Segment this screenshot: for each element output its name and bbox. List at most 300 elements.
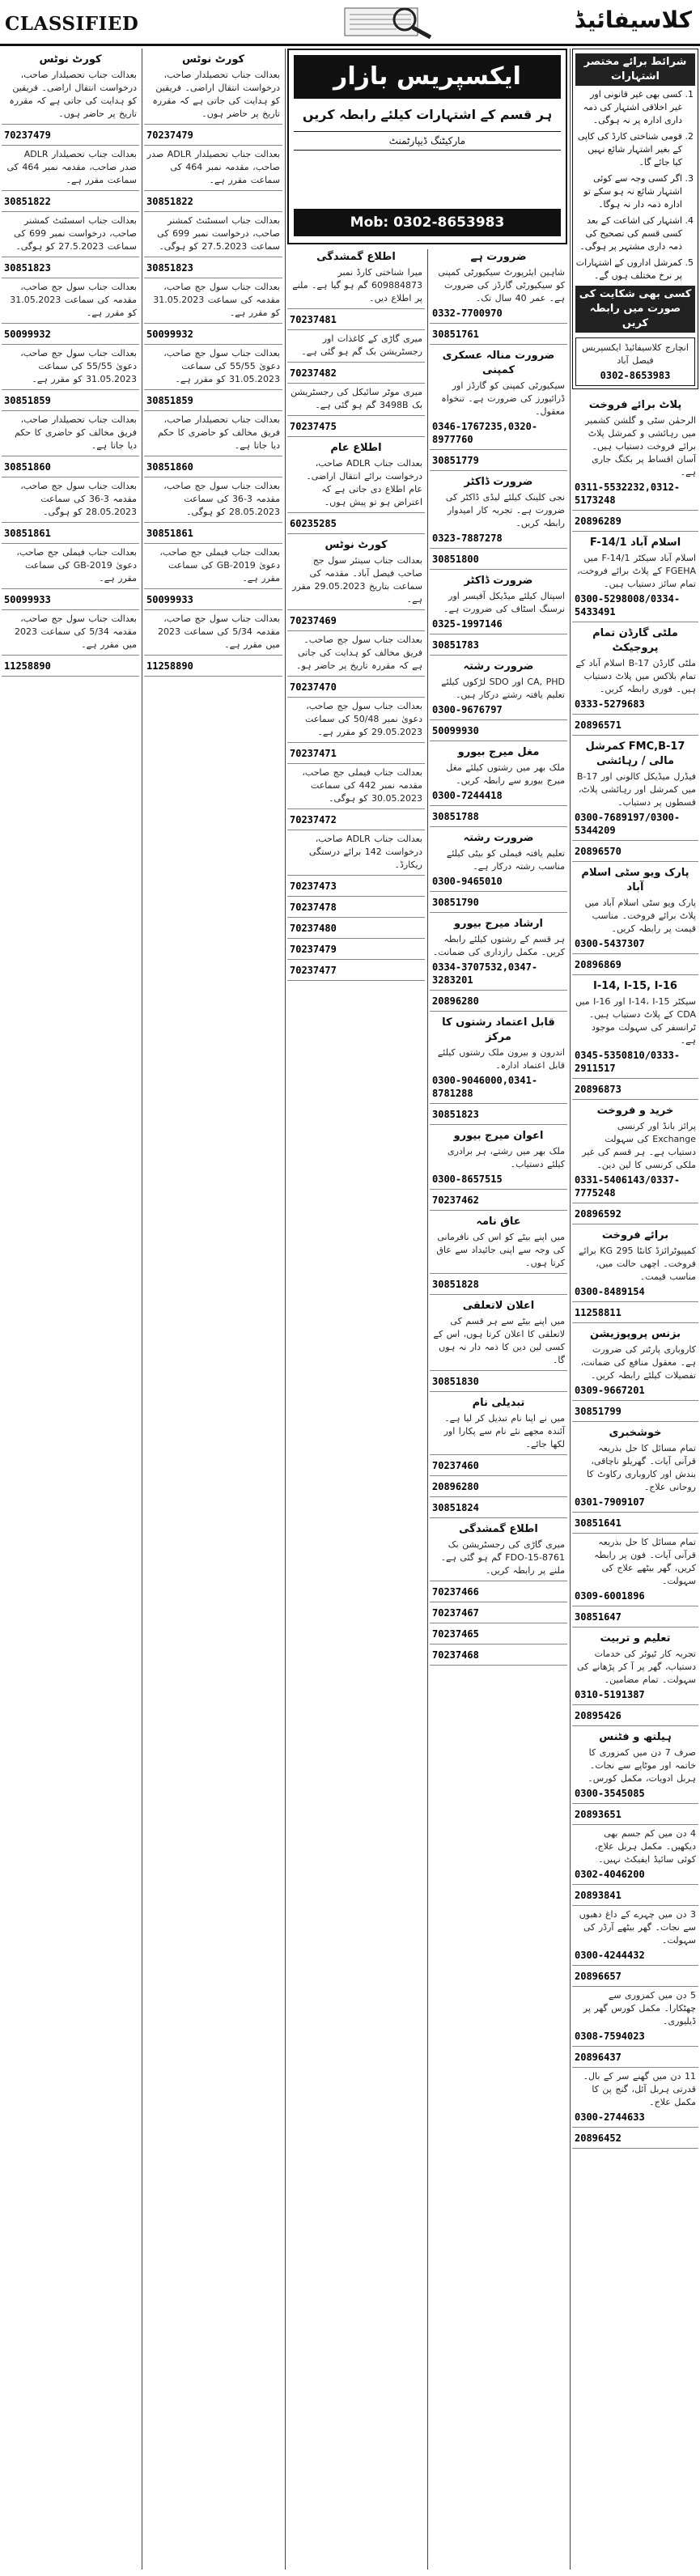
classified-ad [287,677,425,698]
classified-ad [2,523,139,544]
ad-text: بعدالت جناب اسسٹنٹ کمشنر صاحب، درخواست نمبر 699 کی سماعت 27.5.2023 کو ہوگی۔ [157,215,280,252]
ad-code: 11258890 [146,660,193,672]
classified-ad [144,610,282,656]
ad-phone: 0300-5298008/0334-5433491 [575,593,681,617]
ad-text: میری گاڑی کے کاغذات اور رجسٹریشن بک گم ہو گئی ہے۔ [301,333,422,357]
rules-heading: شرائط برائے مختصر اشتہارات [575,53,695,86]
rule-item: 5. کمرشل اداروں کے اشتہارات پر نرخ مختلف ہوں گے۔ [575,257,682,282]
ad-phone: 0301-7909107 [575,1496,645,1508]
classified-ad [287,939,425,960]
ad-heading: پلاٹ برائے فروخت [588,399,682,411]
classified-ad [287,960,425,981]
classified-ad [2,49,139,125]
ad-code: 30851822 [146,196,193,207]
classified-ad [430,913,567,991]
ad-code: 70237470 [290,681,337,693]
ad-text: میں نے اپنا نام تبدیل کر لیا ہے۔ آئندہ مجھے نئے نام سے پکارا اور لکھا جائے۔ [443,1413,565,1449]
ad-text: میں اپنے بیٹے کو اس کی نافرمانی کی وجہ سے اپنی جائیداد سے عاق کرتا ہوں۔ [436,1232,565,1268]
ad-phone: 0345-5350810/0333-2911517 [575,1050,681,1074]
ad-text: میرا شناختی کارڈ نمبر 609884873 گم ہو گیا ہے۔ ملنے پر اطلاع دیں۔ [292,267,422,303]
ad-text: اسپتال کیلئے میڈیکل آفیسر اور نرسنگ اسٹاف کی ضرورت ہے۔ [443,591,565,614]
classified-ad [430,1104,567,1125]
ad-heading: بزنس پروپوزیشن [589,1328,681,1340]
ad-code: 30851830 [432,1376,479,1387]
ad-code: 20896280 [432,995,479,1007]
classified-ad [572,975,698,1079]
classified-ad [287,809,425,830]
ad-heading: I-14, I-15, I-16 [593,980,677,992]
ads-list-d [430,49,567,1666]
classified-ad [144,212,282,257]
ad-phone: 0325-1997146 [432,618,503,630]
urdu-title: کلاسیفائیڈ [574,6,692,33]
classified-ad [2,411,139,456]
classified-ad [2,390,139,411]
classified-ad [572,1422,698,1513]
column-e [572,49,698,2570]
ad-code: 30851823 [4,262,51,274]
classified-ad [430,827,567,892]
column-b [144,49,282,2570]
classified-ad [572,1906,698,1966]
banner-department: مارکیٹنگ ڈیپارٹمنٹ [294,131,561,151]
classified-ad [572,1606,698,1628]
ad-text: ملٹی گارڈن B-17 اسلام آباد کے تمام بلاکس میں پلاٹ دستیاب ہیں۔ فوری رابطہ کریں۔ [575,658,696,694]
ad-text: 11 دن میں گھنے سر کے بال۔ قدرتی ہربل آئل، گنج پن کا مکمل علاج۔ [583,2071,696,2107]
ad-code: 30851790 [432,897,479,908]
classified-ad [430,634,567,656]
ad-code: 30851824 [432,1502,479,1513]
ad-heading: تبدیلی نام [472,1397,525,1409]
classified-ad [572,1885,698,1906]
ad-text: بعدالت جناب تحصیلدار صاحب، درخواست انتقال اراضی۔ فریقین کو ہدایت کی جاتی ہے کہ مقررہ تاریخ پر حاضر ہوں۔ [9,70,137,119]
ad-text: اسلام آباد سیکٹر F-14/1 میں FGEHA کے پلاٹ برائے فروخت، تمام سائز دستیاب ہیں۔ [577,553,696,589]
classified-ad [572,1513,698,1534]
column-divider [285,49,286,2570]
ad-code: 20896571 [575,719,622,731]
ad-text: ملک بھر میں رشتوں کیلئے مغل میرج بیورو سے رابطہ کریں۔ [446,762,565,786]
ad-text: بعدالت جناب سینئر سول جج صاحب فیصل آباد۔ مقدمہ کی سماعت بتاریخ 29.05.2023 مقرر ہے۔ [292,555,422,605]
ad-code: 70237479 [146,129,193,141]
column-divider [427,49,428,2570]
classified-ad [572,2068,698,2128]
classified-ad [287,330,425,363]
ad-text: بعدالت جناب فیملی جج صاحب، دعویٰ GB-2019 کی سماعت مقرر ہے۔ [159,547,280,584]
classified-ad [430,1602,567,1623]
ad-text: تمام مسائل کا حل بذریعہ قرآنی آیات۔ فون پر رابطہ کریں، گھر بیٹھے علاج کی سہولت۔ [594,1537,696,1586]
classified-ad [430,720,567,741]
rules-box [572,49,698,389]
ad-code: 30851799 [575,1406,622,1417]
ad-code: 20896592 [575,1208,622,1220]
ad-phone: 0309-6001896 [575,1590,645,1602]
classified-ad [572,1079,698,1100]
ad-phone: 0300-8657515 [432,1173,503,1185]
ad-phone: 0309-9667201 [575,1385,645,1396]
ad-text: بعدالت جناب سول جج صاحب، دعویٰ نمبر 50/48 کی سماعت 29.05.2023 کو مقرر ہے۔ [305,701,422,737]
ad-text: بعدالت جناب ADLR صاحب، درخواست 142 برائے درستگی ریکارڈ۔ [309,834,422,870]
ad-heading: اطلاع گمشدگی [459,1523,538,1535]
ad-code: 20896873 [575,1084,622,1095]
classified-ad [430,1644,567,1666]
english-title: CLASSIFIED [5,13,139,35]
classified-ad [287,437,425,513]
rule-item: 2. قومی شناختی کارڈ کی کاپی کے بغیر اشتہار شائع نہیں کیا جائے گا۔ [575,130,682,169]
ad-code: 30851647 [575,1611,622,1623]
classified-ad [287,384,425,416]
classified-ad [430,1392,567,1455]
ad-code: 30851861 [4,528,51,539]
ad-heading: اعوان میرج بیورو [453,1130,544,1142]
ad-phone: 0331-5406143/0337-7775248 [575,1174,681,1199]
classified-ad [572,736,698,841]
classified-ad [144,523,282,544]
classified-ad [144,656,282,677]
contact-label: انچارج کلاسیفائیڈ ایکسپریس فیصل آباد [582,342,689,366]
ad-code: 11258890 [4,660,51,672]
ad-code: 70237479 [4,129,51,141]
classified-ad [430,892,567,913]
ad-heading: خرید و فروخت [596,1105,674,1117]
ad-phone: 0311-5532232,0312-5173248 [575,482,681,506]
classified-ad [572,2047,698,2068]
ad-text: کمپیوٹرائزڈ کانٹا 295 KG برائے فروخت۔ اچھی حالت میں، مناسب قیمت۔ [579,1246,696,1282]
ad-text: بعدالت جناب فیملی جج صاحب، مقدمہ نمبر 442 کی سماعت 30.05.2023 کو ہوگی۔ [302,767,422,804]
classified-ad [572,1987,698,2047]
ad-code: 70237482 [290,367,337,379]
classified-ad [430,1125,567,1190]
column-d [430,49,567,2570]
ad-code: 30851861 [146,528,193,539]
classified-ad [572,2128,698,2149]
ad-heading: ضرورت رشتہ [463,660,534,673]
classified-ad [2,125,139,146]
classified-ad [144,191,282,212]
rule-item: 1. کسی بھی غیر قانونی اور غیر اخلاقی اشتہار کی ذمہ داری ادارہ پر نہ ہوگی۔ [575,88,682,127]
classified-ad [144,411,282,456]
classified-ad [572,1203,698,1224]
classified-ad [572,1726,698,1804]
classified-ad [2,477,139,523]
ad-text: ملک بھر میں رشتے، ہر برادری کیلئے دستیاب۔ [447,1146,565,1169]
ad-text: تمام مسائل کا حل بذریعہ قرآنی آیات۔ گھریلو ناچاقی، بندش اور کاروباری رکاوٹ کا روحانی علاج۔ [587,1443,696,1492]
ad-text: بعدالت جناب تحصیلدار صاحب، فریق مخالف کو حاضری کا حکم دیا جاتا ہے۔ [14,414,137,451]
classified-ad [572,532,698,622]
ad-phone: 0300-2744633 [575,2111,645,2123]
ad-heading: برائے فروخت [601,1229,669,1241]
ad-heading: ضرورت رشتہ [463,832,534,844]
ad-heading: FMC,B-17 کمرشل مالی / رہائشی [585,741,685,767]
classified-ad [287,610,425,631]
classified-ad [2,456,139,477]
ad-phone: 0300-3545085 [575,1788,645,1799]
ad-text: بعدالت جناب سول جج صاحب، مقدمہ 5/34 کی سماعت 2023 میں مقرر ہے۔ [158,613,280,650]
classified-ad [572,1628,698,1705]
classified-ad [287,876,425,897]
classified-ad [2,345,139,390]
ad-code: 20893841 [575,1890,622,1901]
ads-list-b [144,49,282,677]
classified-ad [287,918,425,939]
banner-subtitle: ہر قسم کے اشتہارات کیلئے رابطہ کریں [302,107,553,122]
classified-ad [287,363,425,384]
ad-code: 30851823 [146,262,193,274]
classified-ad [144,544,282,589]
contact-phone: 0302-8653983 [600,370,671,381]
ad-phone: 0333-5279683 [575,698,645,710]
classified-ad [287,246,425,309]
ad-code: 70237472 [290,814,337,825]
ad-code: 70237467 [432,1607,479,1619]
ad-code: 30851822 [4,196,51,207]
classified-ad [430,656,567,720]
ad-code: 70237479 [290,944,337,955]
ad-text: بعدالت جناب تحصیلدار ADLR صدر صاحب، مقدمہ نمبر 464 کی سماعت مقرر ہے۔ [146,149,280,185]
classified-ad [144,324,282,345]
ad-heading: ضرورت منالہ عسکری کمپنی [442,350,555,376]
classified-ad [430,1371,567,1392]
classified-ad [430,345,567,450]
banner-mobile: Mob: 0302-8653983 [294,209,561,236]
ad-text: کاروباری پارٹنر کی ضرورت ہے۔ معقول منافع کی ضمانت، تفصیلات کیلئے رابطہ کریں۔ [580,1344,696,1381]
ads-list-e [572,389,698,2149]
ad-text: میری موٹر سائیکل کی رجسٹریشن بک 3498B گم ہو گئی ہے۔ [291,387,422,410]
classified-ad [2,656,139,677]
ad-code: 11258811 [575,1307,622,1318]
ad-text: بعدالت جناب تحصیلدار ADLR صدر صاحب، مقدمہ نمبر 464 کی سماعت مقرر ہے۔ [6,149,137,185]
ad-heading: کورٹ نوٹس [325,539,388,551]
classified-ad [2,544,139,589]
ad-text: الرحمٰن سٹی و گلشن کشمیر میں رہائشی و کمرشل پلاٹ برائے فروخت دستیاب ہیں۔ آسان اقساط پر بکنگ جاری ہے۔ [585,415,696,477]
ad-heading: ہیلتھ و فٹنس [599,1731,672,1743]
ad-code: 50099930 [432,725,479,736]
ad-phone: 0300-8489154 [575,1286,645,1297]
ad-text: بعدالت جناب سول جج صاحب، دعویٰ 55/55 کی سماعت 31.05.2023 کو مقرر ہے۔ [20,348,137,384]
classified-ad [572,394,698,511]
classified-ad [572,1401,698,1422]
magnifier-icon [340,3,437,40]
classified-ad [572,1224,698,1302]
ad-phone: 0302-4046200 [575,1869,645,1880]
ad-code: 30851860 [4,461,51,473]
classified-ad [287,416,425,437]
ad-phone: 0334-3707532,0347-3283201 [432,961,538,986]
ad-code: 70237460 [432,1460,479,1471]
classified-ad [572,511,698,532]
ad-heading: کورٹ نوٹس [39,53,102,66]
classified-ad [287,631,425,677]
ad-code: 70237462 [432,1195,479,1206]
ad-text: بعدالت جناب فیملی جج صاحب، دعویٰ GB-2019 کی سماعت مقرر ہے۔ [16,547,137,584]
classified-ad [287,513,425,534]
classified-ad [430,741,567,806]
ad-text: تعلیم یافتہ فیملی کو بیٹی کیلئے مناسب رشتہ درکار ہے۔ [446,848,565,872]
classified-ad [572,1966,698,1987]
ad-code: 50099932 [4,329,51,340]
classified-ad [2,146,139,191]
contact-note: کسی بھی شکایت کی صورت میں رابطہ کریں [575,286,695,333]
ad-phone: 0300-9046000,0341-8781288 [432,1075,538,1099]
ad-heading: ضرورت ہے [470,251,527,263]
ad-text: میں اپنے بیٹے سے ہر قسم کی لاتعلقی کا اعلان کرتا ہوں، اس کے کسی لین دین کا ذمہ دار نہ ہوں گا۔ [433,1316,565,1365]
ad-text: 4 دن میں کم جسم بھی دیکھیں۔ مکمل ہربل علاج، کوئی سائیڈ ایفیکٹ نہیں۔ [594,1828,696,1865]
classified-ad [572,1100,698,1203]
classified-ad [572,1534,698,1606]
ad-text: بعدالت جناب سول جج صاحب، مقدمہ کی سماعت 31.05.2023 کو مقرر ہے۔ [153,282,280,318]
ad-code: 30851859 [4,395,51,406]
ad-code: 70237468 [432,1649,479,1661]
ad-code: 70237477 [290,965,337,976]
classified-ad [430,1012,567,1104]
classified-ad [287,534,425,610]
ad-code: 20896869 [575,959,622,970]
ad-code: 70237475 [290,421,337,432]
ad-phone: 0308-7594023 [575,2031,645,2042]
ad-code: 70237478 [290,902,337,913]
ad-heading: عاق نامہ [476,1216,521,1228]
ad-text: سیکٹر I-14، I-15 اور I-16 میں CDA کے پلاٹ دستیاب ہیں۔ ٹرانسفر کی سہولت موجود ہے۔ [575,996,696,1046]
ad-phone: 0300-9465010 [432,876,503,887]
classified-ad [2,589,139,610]
ad-text: صرف 7 دن میں کمزوری کا خاتمہ اور موٹاپے سے نجات۔ ہربل ادویات، مکمل کورس۔ [588,1747,696,1784]
ad-code: 70237465 [432,1628,479,1640]
ad-code: 50099932 [146,329,193,340]
ad-text: بعدالت جناب سول جج صاحب، مقدمہ کی سماعت 31.05.2023 کو مقرر ہے۔ [10,282,137,318]
classified-ad [2,324,139,345]
classified-ad [430,1497,567,1518]
rule-item: 3. اگر کسی وجہ سے کوئی اشتہار شائع نہ ہو سکے تو ادارہ ذمہ دار نہ ہوگا۔ [575,172,682,211]
classified-ad [430,1623,567,1644]
classified-ad [430,1455,567,1476]
classified-ad [287,830,425,876]
column-a [2,49,139,2570]
classified-ad [430,450,567,471]
classified-ad [430,1211,567,1274]
ad-code: 30851783 [432,639,479,651]
ad-text: نجی کلینک کیلئے لیڈی ڈاکٹر کی ضرورت ہے۔ تجربہ کار امیدوار رابطہ کریں۔ [445,492,565,528]
classified-ad [144,257,282,278]
ad-phone: 0323-7887278 [432,533,503,544]
classified-ad [144,146,282,191]
ad-code: 20896570 [575,846,622,857]
contact-box [575,337,695,386]
ad-heading: کورٹ نوٹس [181,53,245,66]
classified-ad [144,278,282,324]
ad-code: 20896452 [575,2133,622,2144]
classified-ad [2,610,139,656]
classified-ad [572,862,698,954]
column-divider [570,49,571,2570]
ad-code: 70237466 [432,1586,479,1598]
classified-ad [572,1302,698,1323]
classified-ad [572,1825,698,1885]
classified-ad [430,471,567,549]
classified-ad [287,764,425,809]
classified-ad [572,715,698,736]
ad-text: بعدالت جناب تحصیلدار صاحب، درخواست انتقال اراضی۔ فریقین کو ہدایت کی جاتی ہے کہ مقررہ تاریخ پر حاضر ہوں۔ [152,70,280,119]
classified-ad [430,1518,567,1581]
ad-heading: اطلاع عام [330,442,382,454]
classified-ad [572,1323,698,1401]
ad-code: 50099933 [146,594,193,605]
ad-heading: خوشخبری [609,1427,662,1439]
ad-phone: 0310-5191387 [575,1689,645,1700]
ad-code: 30851860 [146,461,193,473]
ad-text: بعدالت جناب سول جج صاحب، دعویٰ 55/55 کی سماعت 31.05.2023 کو مقرر ہے۔ [163,348,280,384]
ad-code: 30851641 [575,1517,622,1529]
masthead-rule [0,44,700,46]
ad-text: شاہین ایئرپورٹ سیکیورٹی کمپنی کو سیکیورٹی گارڈز کی ضرورت ہے۔ عمر 40 سال تک۔ [438,267,565,303]
ad-code: 20895426 [575,1710,622,1721]
ad-text: سیکیورٹی کمپنی کو گارڈز اور ڈرائیورز کی ضرورت ہے۔ تنخواہ معقول۔ [441,380,565,417]
ad-heading: قابل اعتماد رشتوں کا مرکز [442,1016,555,1043]
ads-list-a [2,49,139,677]
classified-ad [430,1190,567,1211]
classified-ad [2,191,139,212]
classified-ad [2,212,139,257]
ad-code: 30851788 [432,811,479,822]
ad-text: بعدالت جناب ADLR صاحب، درخواست برائے انتقال اراضی۔ عام اطلاع دی جاتی ہے کہ اعتراض ہو تو پیش ہوں۔ [306,458,422,507]
ad-text: 5 دن میں کمزوری سے چھٹکارا۔ مکمل کورس گھر پر ڈیلیوری۔ [583,1990,696,2026]
ad-text: پارک ویو سٹی اسلام آباد میں پلاٹ برائے فروخت۔ مناسب قیمت پر رابطہ کریں۔ [584,898,696,934]
ad-heading: مغل میرج بیورو [457,746,540,758]
ad-code: 20896657 [575,1971,622,1982]
classified-ad [144,125,282,146]
ad-text: بعدالت جناب سول جج صاحب، مقدمہ 5/34 کی سماعت 2023 میں مقرر ہے۔ [15,613,137,650]
classified-ad [144,456,282,477]
express-bazaar-banner [287,49,567,244]
ad-code: 60235285 [290,518,337,529]
classified-ad [430,1295,567,1371]
classified-ad [144,589,282,610]
classified-ad [430,806,567,827]
ad-code: 30851823 [432,1109,479,1120]
ad-text: تجربہ کار ٹیوٹر کی خدمات دستیاب، گھر پر آ کر پڑھانے کی سہولت۔ تمام مضامین۔ [576,1649,696,1685]
classified-ad [572,1804,698,1825]
ad-text: فیڈرل میڈیکل کالونی اور B-17 میں کمرشل اور رہائشی پلاٹ، قسطوں پر دستیاب۔ [576,771,696,808]
classified-ad [144,49,282,125]
classified-ad [287,309,425,330]
ad-phone: 0300-7244418 [432,790,503,801]
classified-ad [2,278,139,324]
ad-heading: ضرورت ڈاکٹر [464,575,533,587]
ad-heading: اسلام آباد F-14/1 [589,537,681,549]
classified-ad [572,622,698,715]
column-c [287,49,425,2570]
ad-text: میری گاڑی کی رجسٹریشن بک FDO-15-8761 گم ہو گئی ہے۔ ملنے پر رابطہ کریں۔ [440,1539,565,1576]
ad-text: 3 دن میں چہرے کے داغ دھبوں سے نجات۔ گھر بیٹھے آرڈر کی سہولت۔ [579,1909,696,1946]
classified-ad [144,390,282,411]
ad-code: 30851779 [432,455,479,466]
ad-code: 20896289 [575,516,622,527]
ad-code: 20896437 [575,2052,622,2063]
ad-code: 70237471 [290,748,337,759]
classified-ad [2,257,139,278]
ad-heading: اعلان لاتعلقی [462,1300,535,1312]
ad-text: پرائز بانڈ اور کرنسی Exchange کی سہولت دستیاب ہے۔ ہر قسم کی غیر ملکی کرنسی کا لین دین۔ [582,1121,696,1170]
ad-phone: 0300-5437307 [575,938,645,949]
ad-code: 20893651 [575,1809,622,1820]
ad-heading: اطلاع گمشدگی [316,251,396,263]
classified-ad [572,954,698,975]
ad-code: 30851761 [432,329,479,340]
ad-text: بعدالت جناب سول جج صاحب، مقدمہ 3-36 کی سماعت 28.05.2023 کو ہوگی۔ [163,481,280,517]
classified-ad [287,743,425,764]
classified-ad [430,991,567,1012]
ad-code: 30851800 [432,554,479,565]
ad-heading: ارشاد میرج بیورو [453,918,544,930]
ad-phone: 0332-7700970 [432,308,503,319]
